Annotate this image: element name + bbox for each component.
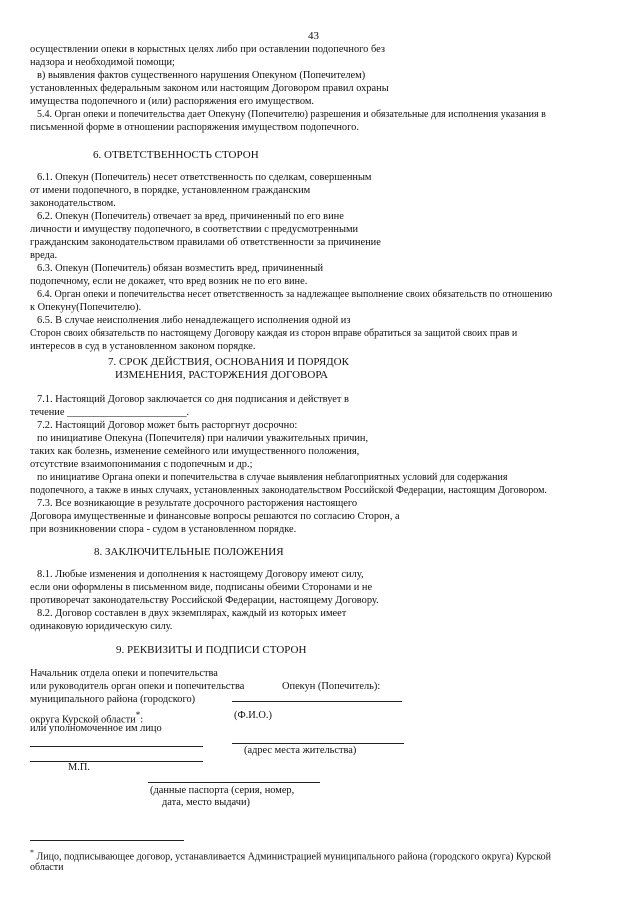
paragraph-line: вреда. — [30, 250, 58, 261]
guardian-label: Опекун (Попечитель): — [282, 681, 381, 692]
paragraph-line: личности и имуществу подопечного, в соответствии с предусмотренными — [30, 224, 359, 235]
footnote-text — [30, 847, 551, 864]
footnote-line: Лицо, подписывающее договор, устанавливается Администрацией муниципального района (городского округа) Курской — [36, 851, 552, 863]
footnote-line: области — [30, 862, 64, 873]
address-caption: (адрес места жительства) — [244, 745, 357, 756]
section-heading: 7. СРОК ДЕЙСТВИЯ, ОСНОВАНИЯ И ПОРЯДОК — [108, 356, 349, 368]
footnote-separator — [30, 840, 184, 841]
paragraph-line: к Опекуну(Попечителю). — [30, 302, 142, 313]
paragraph-line: Сторон своих обязательств по настоящему Договору каждая из сторон вправе обратиться за защитой своих прав и — [30, 328, 518, 339]
paragraph-line: противоречат законодательству Российской Федерации, настоящему Договору. — [30, 595, 379, 606]
paragraph-line: 7.3. Все возникающие в результате досрочного расторжения настоящего — [37, 498, 358, 509]
paragraph-line: 6.2. Опекун (Попечитель) отвечает за вред, причиненный по его вине — [37, 211, 344, 222]
paragraph-line: при возникновении спора - судом в установленном порядке. — [30, 524, 297, 535]
signatory-title: Начальник отдела опеки и попечительства — [30, 668, 218, 679]
paragraph-line: законодательством. — [30, 198, 116, 209]
paragraph-line: в) выявления фактов существенного нарушения Опекуном (Попечителем) — [37, 70, 366, 81]
signatory-title: или уполномоченное им лицо — [30, 723, 162, 734]
section-heading: ИЗМЕНЕНИЯ, РАСТОРЖЕНИЯ ДОГОВОРА — [115, 369, 328, 381]
signature-line — [30, 761, 203, 762]
paragraph-line: 7.1. Настоящий Договор заключается со дня подписания и действует в — [37, 394, 349, 405]
paragraph-line: 6.3. Опекун (Попечитель) обязан возместить вред, причиненный — [37, 263, 324, 274]
paragraph-line: имущества подопечного и (или) распоряжения его имуществом. — [30, 96, 315, 107]
paragraph-line: установленных федеральным законом или настоящим Договором правил охраны — [30, 83, 389, 94]
paragraph-line: 7.2. Настоящий Договор может быть расторгнут досрочно: — [37, 420, 298, 431]
signatory-title: округа Курской области*: — [30, 710, 144, 726]
paragraph-line: подопечному, если не докажет, что вред возник не по его вине. — [30, 276, 308, 287]
signatory-title: или руководитель орган опеки и попечительства — [30, 681, 245, 692]
paragraph-line: подопечного, а также в иных случаях, установленных законодательством Российской Федерации, настоящим Договором. — [30, 485, 547, 496]
paragraph-line: 8.1. Любые изменения и дополнения к настоящему Договору имеют силу, — [37, 569, 364, 580]
section-heading: 8. ЗАКЛЮЧИТЕЛЬНЫЕ ПОЛОЖЕНИЯ — [94, 546, 284, 558]
paragraph-line: интересов в суд в установленном законом порядке. — [30, 341, 256, 352]
paragraph-line: 6.5. В случае неисполнения либо ненадлежащего исполнения одной из — [37, 315, 351, 326]
page-number: 43 — [308, 30, 319, 42]
paragraph-line: течение _______________________. — [30, 407, 190, 418]
paragraph-line: 6.1. Опекун (Попечитель) несет ответственность по сделкам, совершенным — [37, 172, 372, 183]
paragraph-line: надзора и необходимой помощи; — [30, 57, 175, 68]
paragraph-line: таких как болезнь, изменение семейного или имущественного положения, — [30, 446, 360, 457]
fio-caption: (Ф.И.О.) — [234, 710, 272, 721]
paragraph-line: если они оформлены в письменном виде, подписаны обеими Сторонами и не — [30, 582, 373, 593]
paragraph-line: по инициативе Опекуна (Попечителя) при наличии уважительных причин, — [37, 433, 369, 444]
paragraph-line: 8.2. Договор составлен в двух экземплярах, каждый из которых имеет — [37, 608, 347, 619]
paragraph-line: гражданским законодательством правилами об ответственности за причинение — [30, 237, 381, 248]
passport-caption: дата, место выдачи) — [162, 797, 250, 808]
paragraph-line: Договора имущественные и финансовые вопросы решаются по согласию Сторон, а — [30, 511, 400, 522]
paragraph-line: 5.4. Орган опеки и попечительства дает Опекуну (Попечителю) разрешения и обязательные для исполнения указания в — [37, 109, 546, 120]
section-heading: 9. РЕКВИЗИТЫ И ПОДПИСИ СТОРОН — [116, 644, 307, 656]
paragraph-line: осуществлении опеки в корыстных целях либо при оставлении подопечного без — [30, 44, 385, 55]
seal-placeholder: М.П. — [68, 762, 90, 773]
footnote-marker: * — [30, 848, 34, 857]
paragraph-line: отсутствие взаимопонимания с подопечным и др.; — [30, 459, 253, 470]
paragraph-line: письменной форме в отношении распоряжения имуществом подопечного. — [30, 122, 359, 133]
section-heading: 6. ОТВЕТСТВЕННОСТЬ СТОРОН — [93, 149, 259, 161]
paragraph-line: по инициативе Органа опеки и попечительства в случае выявления неблагоприятных условий для содержания — [37, 472, 508, 483]
signature-line — [232, 701, 402, 702]
signature-line — [232, 743, 404, 744]
signatory-title-text: округа Курской области — [30, 714, 136, 726]
paragraph-line: 6.4. Орган опеки и попечительства несет ответственность за надлежащее выполнение своих обязательств по отношению — [37, 289, 553, 300]
signatory-title: муниципального района (городского) — [30, 694, 196, 705]
passport-caption: (данные паспорта (серия, номер, — [150, 785, 295, 796]
paragraph-line: одинаковую юридическую силу. — [30, 621, 173, 632]
paragraph-line: от имени подопечного, в порядке, установленном гражданским — [30, 185, 311, 196]
signature-line — [148, 782, 320, 783]
footnote-marker: * — [135, 710, 141, 720]
signature-line — [30, 746, 203, 747]
